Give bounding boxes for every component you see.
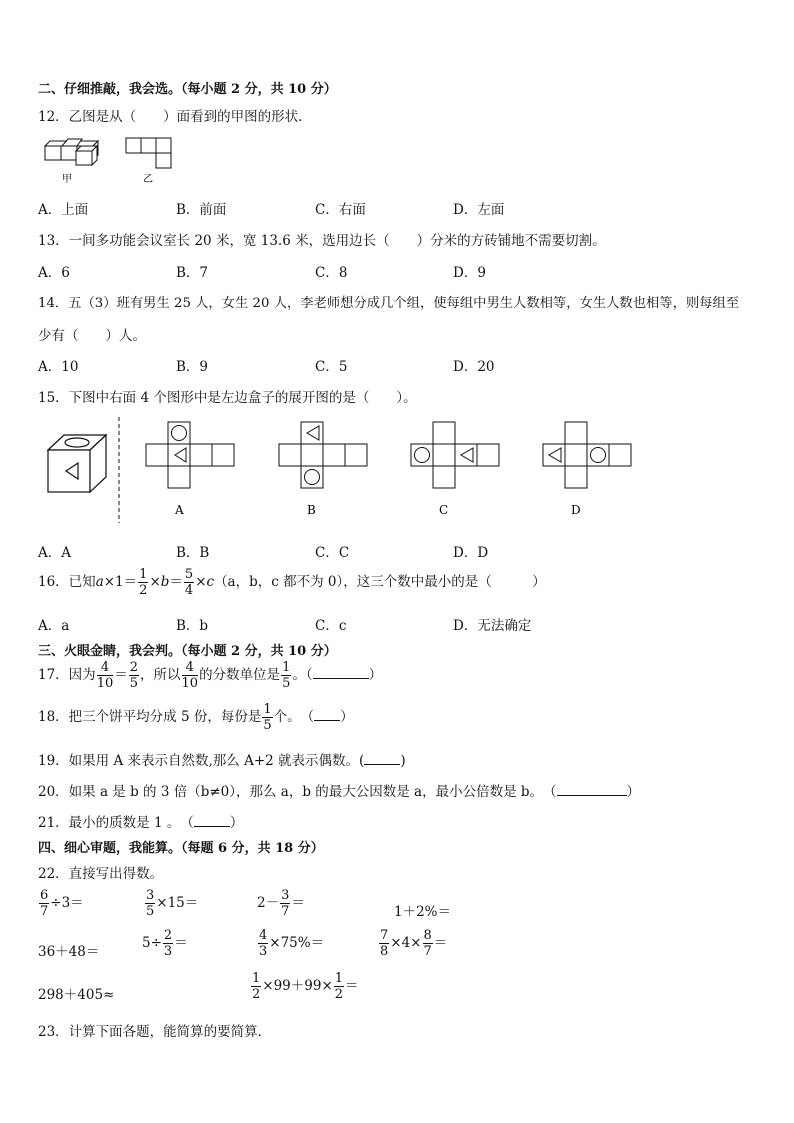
q15-figure bbox=[40, 415, 650, 530]
q22-expr-2: $\frac{3}{5}$ ×15＝ bbox=[146, 888, 199, 919]
net-label-b: B bbox=[307, 503, 316, 517]
net-label-c: C bbox=[439, 503, 449, 517]
q22-expr-4: 1＋2%＝ bbox=[394, 904, 452, 920]
q22-expr-1: $\frac{6}{7}$ ÷3＝ bbox=[40, 888, 84, 919]
label-jia: 甲 bbox=[62, 174, 72, 185]
section-4-heading: 四、细心审题，我能算。（每题 6 分，共 18 分） bbox=[38, 841, 324, 856]
box-cube bbox=[48, 435, 106, 492]
q22-expr-9: 298＋405≈ bbox=[38, 987, 115, 1003]
q14-stem-line2: 少有（ ）人。 bbox=[38, 328, 146, 344]
net-b bbox=[279, 422, 367, 488]
q20-answer-blank[interactable] bbox=[557, 784, 627, 796]
q14-stem-line1: 14．五（3）班有男生 25 人，女生 20 人，李老师想分成几个组，使每组中男生人数相等，女生人数也相等，则每组至 bbox=[38, 296, 740, 311]
q22-stem: 22．直接写出得数。 bbox=[38, 866, 164, 882]
q18-stem: 18．把三个饼平均分成 5 份，每份是 $\frac{1}{5}$ 个。 （ ） bbox=[38, 702, 354, 733]
section-2-heading: 二、仔细推敲，我会选。（每小题 2 分，共 10 分） bbox=[38, 82, 337, 97]
q16-stem: 16．已知a×1＝ $\frac{1}{2}$ ×b＝ $\frac{5}{4}$ ×c（a，b，c 都不为 0），这三个数中最小的是（ ） bbox=[38, 567, 546, 598]
q16-option-c[interactable]: C．c bbox=[315, 618, 347, 634]
q22-expr-10: $\frac{1}{2}$ ×99＋99× $\frac{1}{2}$ ＝ bbox=[252, 971, 359, 1002]
q16-option-b[interactable]: B．b bbox=[176, 618, 209, 634]
q19-answer-blank[interactable] bbox=[364, 753, 400, 765]
q22-expr-5: 36＋48＝ bbox=[38, 944, 100, 960]
q12-option-c[interactable]: C．右面 bbox=[315, 202, 366, 218]
q21-stem: 21．最小的质数是 1 。 （ ） bbox=[38, 815, 244, 831]
q22-expr-7: $\frac{4}{3}$ ×75%＝ bbox=[259, 928, 325, 959]
q12-stem: 12．乙图是从（ ）面看到的甲图的形状． bbox=[38, 109, 312, 125]
q13-option-b[interactable]: B．7 bbox=[176, 265, 209, 281]
q15-stem: 15．下图中右面 4 个图形中是左边盒子的展开图的是（ ）。 bbox=[38, 390, 417, 406]
q13-stem: 13．一间多功能会议室长 20 米，宽 13.6 米，选用边长（ ）分米的方砖铺地不需要切割。 bbox=[38, 233, 606, 249]
section-3-heading: 三、火眼金睛，我会判。（每小题 2 分，共 10 分） bbox=[38, 644, 337, 659]
q23-stem: 23．计算下面各题，能简算的要简算． bbox=[38, 1024, 272, 1040]
q22-expr-3: 2－ $\frac{3}{7}$ ＝ bbox=[257, 888, 305, 919]
q12-option-d[interactable]: D．左面 bbox=[453, 202, 505, 218]
q17-stem: 17．因为 $\frac{4}{10}$ ＝ $\frac{2}{5}$ ，所以 $\frac{4}{10}$ 的分数单位是 $\frac{1}{5}$ 。（ ） bbox=[38, 660, 383, 691]
q15-option-d[interactable]: D．D bbox=[453, 545, 489, 561]
q15-option-a[interactable]: A．A bbox=[38, 545, 71, 561]
q20-stem: 20．如果 a 是 b 的 3 倍（b≠0），那么 a，b 的最大公因数是 a，最小公倍数是 b。 （ ） bbox=[38, 784, 641, 800]
net-c bbox=[411, 422, 499, 488]
label-yi: 乙 bbox=[143, 174, 153, 185]
net-label-d: D bbox=[571, 503, 581, 517]
q16-option-d[interactable]: D．无法确定 bbox=[453, 618, 532, 634]
fraction-five-quarters: $\frac{5}{4}$ bbox=[184, 567, 194, 598]
square-figure-yi bbox=[126, 138, 171, 168]
q13-option-d[interactable]: D．9 bbox=[453, 265, 486, 281]
q16-option-a[interactable]: A．a bbox=[38, 618, 70, 634]
q22-expr-6: 5÷ $\frac{2}{3}$ ＝ bbox=[142, 928, 188, 959]
q12-option-b[interactable]: B．前面 bbox=[176, 202, 227, 218]
q14-option-a[interactable]: A．10 bbox=[38, 359, 79, 375]
q17-answer-blank[interactable] bbox=[313, 667, 369, 679]
net-d bbox=[543, 422, 631, 488]
q15-option-b[interactable]: B．B bbox=[176, 545, 210, 561]
q13-option-a[interactable]: A．6 bbox=[38, 265, 70, 281]
net-a bbox=[146, 422, 234, 488]
q22-expr-8: $\frac{7}{8}$ ×4× $\frac{8}{7}$ ＝ bbox=[380, 928, 448, 959]
net-label-a: A bbox=[175, 503, 184, 517]
q14-option-c[interactable]: C．5 bbox=[315, 359, 348, 375]
q12-figures bbox=[40, 134, 190, 186]
q21-answer-blank[interactable] bbox=[194, 815, 230, 827]
q18-answer-blank[interactable] bbox=[314, 709, 340, 721]
q13-option-c[interactable]: C．8 bbox=[315, 265, 348, 281]
q15-option-c[interactable]: C．C bbox=[315, 545, 350, 561]
q14-option-d[interactable]: D．20 bbox=[453, 359, 495, 375]
cube-figure-jia bbox=[45, 139, 98, 165]
fraction-half: $\frac{1}{2}$ bbox=[139, 567, 148, 598]
q12-option-a[interactable]: A．上面 bbox=[38, 202, 89, 218]
q19-stem: 19．如果用 A 来表示自然数,那么 A+2 就表示偶数。( ) bbox=[38, 753, 406, 769]
q14-option-b[interactable]: B．9 bbox=[176, 359, 209, 375]
